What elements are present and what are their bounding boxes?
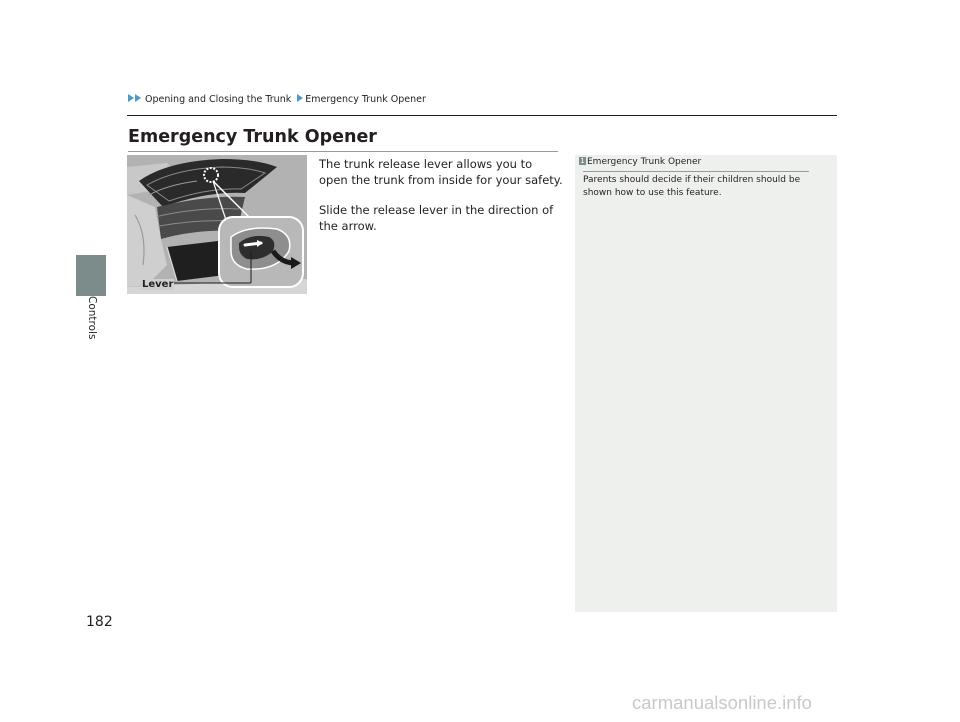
note-text: Parents should decide if their children should be shown how to use this feature. — [583, 175, 801, 198]
breadcrumb — [128, 94, 426, 105]
header-rule — [127, 115, 837, 116]
breadcrumb-arrow-icon — [135, 94, 141, 102]
note-number-badge: 1 — [580, 157, 585, 165]
note-rule — [583, 171, 809, 172]
trunk-illustration — [127, 155, 307, 294]
page-title: Emergency Trunk Opener — [128, 127, 377, 147]
note-title: Emergency Trunk Opener — [587, 157, 702, 167]
trunk-release-lever-illustration — [127, 155, 307, 294]
section-tab — [76, 255, 106, 296]
breadcrumb-parent[interactable]: Opening and Closing the Trunk — [145, 94, 292, 105]
breadcrumb-arrow-icon — [297, 94, 303, 102]
section-label: Controls — [86, 296, 98, 340]
lever-callout-label: Lever — [142, 279, 174, 290]
page-number: 182 — [86, 614, 113, 630]
watermark: carmanualsonline.info — [632, 692, 812, 713]
breadcrumb-current: Emergency Trunk Opener — [305, 94, 426, 105]
body-paragraph-1: The trunk release lever allows you to open the trunk from inside for your safety. — [319, 157, 563, 187]
side-note — [575, 155, 837, 612]
title-rule — [128, 151, 558, 152]
body-paragraph-2: Slide the release lever in the direction of the arrow. — [319, 203, 554, 233]
breadcrumb-arrow-icon — [128, 94, 134, 102]
note-heading — [579, 157, 701, 167]
